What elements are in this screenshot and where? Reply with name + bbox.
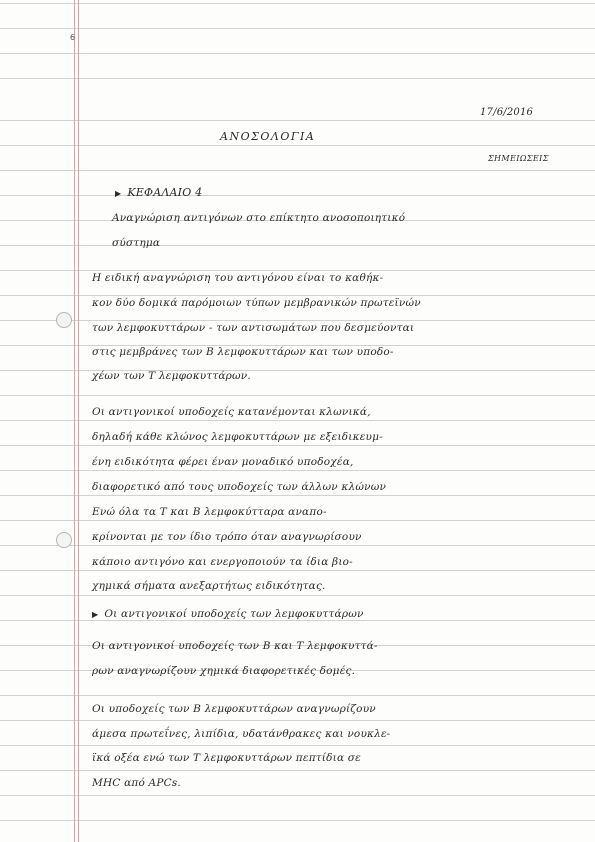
date: 17/6/2016 xyxy=(480,107,534,118)
page-title: ΑΝΟΣΟΛΟΓΙΑ xyxy=(220,130,316,143)
paragraph-line: Οι αντιγονικοί υποδοχείς των Β και Τ λεμφοκυττά- xyxy=(92,640,378,652)
chapter-heading xyxy=(115,186,202,199)
paragraph-line: Οι αντιγονικοί υποδοχείς κατανέμονται κλωνικά, xyxy=(92,406,371,418)
paragraph-line: των λεμφοκυττάρων - των αντισωμάτων που δεσμεύονται xyxy=(92,322,415,334)
arrow-bullet-icon: ▶ xyxy=(115,189,122,198)
paragraph-line: MHC από APCs. xyxy=(92,777,181,789)
paragraph-line: Οι υποδοχείς των Β λεμφοκυττάρων αναγνωρίζουν xyxy=(92,703,376,715)
chapter-subtitle-line: Αναγνώριση αντιγόνων στο επίκτητο ανοσοποιητικό xyxy=(112,212,406,224)
paragraph-line: ρων αναγνωρίζουν χημικά διαφορετικές δομές. xyxy=(92,665,356,677)
page-number: 6 xyxy=(70,33,76,42)
margin-line xyxy=(78,0,79,842)
paragraph-line: δηλαδή κάθε κλώνος λεμφοκυττάρων με εξειδικευμ- xyxy=(92,431,383,443)
paragraph-line: κρίνονται με τον ίδιο τρόπο όταν αναγνωρίσουν xyxy=(92,531,362,543)
section-heading-text: Οι αντιγονικοί υποδοχείς των λεμφοκυττάρων xyxy=(104,608,364,620)
paragraph-line: άμεσα πρωτεΐνες, λιπίδια, υδατάνθρακες και νουκλε- xyxy=(92,728,391,740)
paragraph-line: Η ειδική αναγνώριση του αντιγόνου είναι το καθήκ- xyxy=(92,272,384,284)
margin-line xyxy=(74,0,75,842)
punch-hole xyxy=(56,532,72,548)
paragraph-line: στις μεμβράνες των Β λεμφοκυττάρων και των υποδο- xyxy=(92,346,394,358)
punch-hole xyxy=(56,312,72,328)
section-heading xyxy=(92,608,364,620)
paragraph-line: χημικά σήματα ανεξαρτήτως ειδικότητας. xyxy=(92,580,326,592)
arrow-bullet-icon: ▶ xyxy=(92,610,99,619)
paragraph-line: Ενώ όλα τα Τ και Β λεμφοκύτταρα αναπο- xyxy=(92,506,327,518)
paragraph-line: ϊκά οξέα ενώ των Τ λεμφοκυττάρων πεπτίδια σε xyxy=(92,752,361,764)
chapter-heading-text: ΚΕΦΑΛΑΙΟ 4 xyxy=(127,186,203,199)
chapter-subtitle-line: σύστημα xyxy=(112,237,161,249)
paragraph-line: διαφορετικό από τους υποδοχείς των άλλων κλώνων xyxy=(92,481,387,493)
paragraph-line: ένη ειδικότητα φέρει έναν μοναδικό υποδοχέα, xyxy=(92,456,354,468)
paragraph-line: χέων των Τ λεμφοκυττάρων. xyxy=(92,370,251,382)
paragraph-line: κάποιο αντιγόνο και ενεργοποιούν τα ίδια βιο- xyxy=(92,556,353,568)
paragraph-line: κον δύο δομικά παρόμοιων τύπων μεμβρανικών πρωτεϊνών xyxy=(92,297,421,309)
notes-label: ΣΗΜΕΙΩΣΕΙΣ xyxy=(488,154,549,163)
